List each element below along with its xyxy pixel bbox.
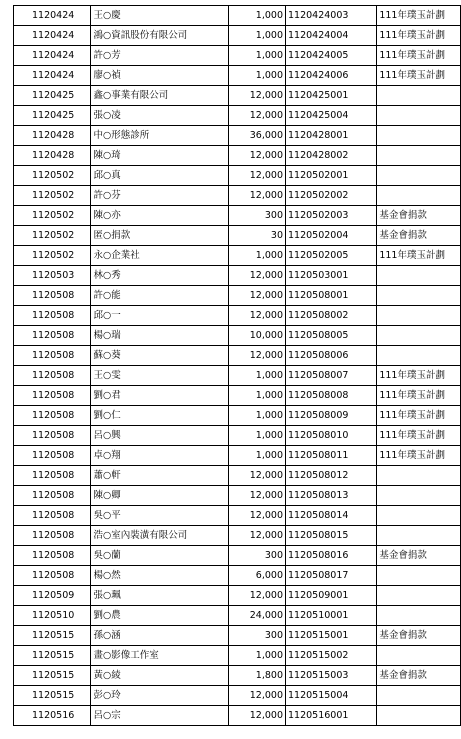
- donor-name-cell: 彭○玲: [91, 686, 229, 706]
- receipt-number-cell: 1120515003: [286, 666, 377, 686]
- date-cell: 1120508: [14, 286, 91, 306]
- table-row: [14, 686, 461, 706]
- table-row: [14, 26, 461, 46]
- donor-name-cell: 王○慶: [91, 6, 229, 26]
- amount-cell: 12,000: [229, 466, 286, 486]
- receipt-number-cell: 1120508011: [286, 446, 377, 466]
- amount-cell: 12,000: [229, 586, 286, 606]
- receipt-number-cell: 1120508005: [286, 326, 377, 346]
- table-row: [14, 446, 461, 466]
- table-row: [14, 46, 461, 66]
- amount-cell: 12,000: [229, 86, 286, 106]
- note-cell: [377, 266, 461, 286]
- note-cell: [377, 346, 461, 366]
- date-cell: 1120515: [14, 626, 91, 646]
- donor-name-cell: 匿○捐款: [91, 226, 229, 246]
- table-row: [14, 266, 461, 286]
- amount-cell: 12,000: [229, 686, 286, 706]
- amount-cell: 1,800: [229, 666, 286, 686]
- date-cell: 1120508: [14, 506, 91, 526]
- date-cell: 1120508: [14, 446, 91, 466]
- table-row: [14, 606, 461, 626]
- date-cell: 1120502: [14, 246, 91, 266]
- date-cell: 1120502: [14, 226, 91, 246]
- donor-name-cell: 廖○禎: [91, 66, 229, 86]
- table-row: [14, 286, 461, 306]
- amount-cell: 1,000: [229, 426, 286, 446]
- donor-name-cell: 吳○蘭: [91, 546, 229, 566]
- note-cell: [377, 606, 461, 626]
- amount-cell: 1,000: [229, 386, 286, 406]
- donor-name-cell: 吳○平: [91, 506, 229, 526]
- amount-cell: 12,000: [229, 306, 286, 326]
- donor-name-cell: 許○能: [91, 286, 229, 306]
- receipt-number-cell: 1120502004: [286, 226, 377, 246]
- date-cell: 1120508: [14, 406, 91, 426]
- date-cell: 1120502: [14, 206, 91, 226]
- donation-table: [13, 5, 461, 726]
- table-row: [14, 506, 461, 526]
- note-cell: 基金會捐款: [377, 226, 461, 246]
- table-row: [14, 206, 461, 226]
- table-row: [14, 566, 461, 586]
- date-cell: 1120508: [14, 326, 91, 346]
- date-cell: 1120508: [14, 486, 91, 506]
- table-row: [14, 326, 461, 346]
- note-cell: 111年璞玉計劃: [377, 246, 461, 266]
- table-row: [14, 86, 461, 106]
- receipt-number-cell: 1120508006: [286, 346, 377, 366]
- note-cell: [377, 166, 461, 186]
- note-cell: [377, 306, 461, 326]
- donor-name-cell: 楊○瑞: [91, 326, 229, 346]
- amount-cell: 12,000: [229, 166, 286, 186]
- donor-name-cell: 陳○琦: [91, 146, 229, 166]
- table-row: [14, 426, 461, 446]
- note-cell: [377, 526, 461, 546]
- donor-name-cell: 鑫○事業有限公司: [91, 86, 229, 106]
- amount-cell: 6,000: [229, 566, 286, 586]
- receipt-number-cell: 1120510001: [286, 606, 377, 626]
- table-row: [14, 386, 461, 406]
- donor-name-cell: 許○芳: [91, 46, 229, 66]
- receipt-number-cell: 1120508007: [286, 366, 377, 386]
- receipt-number-cell: 1120508012: [286, 466, 377, 486]
- note-cell: 111年璞玉計劃: [377, 426, 461, 446]
- amount-cell: 1,000: [229, 66, 286, 86]
- note-cell: [377, 566, 461, 586]
- date-cell: 1120516: [14, 706, 91, 726]
- donor-name-cell: 呂○興: [91, 426, 229, 446]
- note-cell: 111年璞玉計劃: [377, 46, 461, 66]
- amount-cell: 10,000: [229, 326, 286, 346]
- amount-cell: 300: [229, 546, 286, 566]
- note-cell: [377, 126, 461, 146]
- receipt-number-cell: 1120503001: [286, 266, 377, 286]
- table-row: [14, 586, 461, 606]
- amount-cell: 12,000: [229, 146, 286, 166]
- table-row: [14, 166, 461, 186]
- table-row: [14, 246, 461, 266]
- date-cell: 1120508: [14, 386, 91, 406]
- donor-name-cell: 畫○影像工作室: [91, 646, 229, 666]
- amount-cell: 12,000: [229, 286, 286, 306]
- note-cell: 基金會捐款: [377, 546, 461, 566]
- note-cell: [377, 86, 461, 106]
- date-cell: 1120502: [14, 186, 91, 206]
- date-cell: 1120508: [14, 426, 91, 446]
- donor-name-cell: 王○雯: [91, 366, 229, 386]
- donor-name-cell: 許○芬: [91, 186, 229, 206]
- date-cell: 1120508: [14, 466, 91, 486]
- table-row: [14, 406, 461, 426]
- donor-name-cell: 浩○室內裝潢有限公司: [91, 526, 229, 546]
- receipt-number-cell: 1120516001: [286, 706, 377, 726]
- date-cell: 1120508: [14, 526, 91, 546]
- amount-cell: 1,000: [229, 406, 286, 426]
- table-row: [14, 226, 461, 246]
- note-cell: [377, 706, 461, 726]
- receipt-number-cell: 1120502003: [286, 206, 377, 226]
- date-cell: 1120515: [14, 666, 91, 686]
- note-cell: [377, 146, 461, 166]
- table-row: [14, 126, 461, 146]
- note-cell: [377, 506, 461, 526]
- amount-cell: 300: [229, 626, 286, 646]
- note-cell: 111年璞玉計劃: [377, 386, 461, 406]
- donor-name-cell: 陳○亦: [91, 206, 229, 226]
- receipt-number-cell: 1120508010: [286, 426, 377, 446]
- amount-cell: 12,000: [229, 486, 286, 506]
- table-row: [14, 366, 461, 386]
- donor-name-cell: 林○秀: [91, 266, 229, 286]
- donor-name-cell: 中○形態診所: [91, 126, 229, 146]
- amount-cell: 12,000: [229, 506, 286, 526]
- donor-name-cell: 孫○涵: [91, 626, 229, 646]
- donation-list-sheet: [13, 5, 461, 726]
- receipt-number-cell: 1120502001: [286, 166, 377, 186]
- note-cell: [377, 686, 461, 706]
- donor-name-cell: 蘇○葵: [91, 346, 229, 366]
- receipt-number-cell: 1120428001: [286, 126, 377, 146]
- amount-cell: 12,000: [229, 706, 286, 726]
- receipt-number-cell: 1120515002: [286, 646, 377, 666]
- receipt-number-cell: 1120502005: [286, 246, 377, 266]
- donor-name-cell: 劉○仁: [91, 406, 229, 426]
- donor-name-cell: 張○珮: [91, 586, 229, 606]
- receipt-number-cell: 1120508002: [286, 306, 377, 326]
- note-cell: 111年璞玉計劃: [377, 66, 461, 86]
- table-row: [14, 546, 461, 566]
- note-cell: [377, 286, 461, 306]
- date-cell: 1120509: [14, 586, 91, 606]
- date-cell: 1120503: [14, 266, 91, 286]
- receipt-number-cell: 1120424003: [286, 6, 377, 26]
- donation-table-body: [14, 6, 461, 726]
- table-row: [14, 486, 461, 506]
- amount-cell: 12,000: [229, 266, 286, 286]
- date-cell: 1120428: [14, 126, 91, 146]
- date-cell: 1120424: [14, 46, 91, 66]
- donor-name-cell: 劉○農: [91, 606, 229, 626]
- note-cell: [377, 326, 461, 346]
- donor-name-cell: 黃○綾: [91, 666, 229, 686]
- note-cell: [377, 466, 461, 486]
- receipt-number-cell: 1120508008: [286, 386, 377, 406]
- receipt-number-cell: 1120508016: [286, 546, 377, 566]
- date-cell: 1120424: [14, 66, 91, 86]
- note-cell: [377, 106, 461, 126]
- table-row: [14, 466, 461, 486]
- receipt-number-cell: 1120425001: [286, 86, 377, 106]
- donor-name-cell: 陳○卿: [91, 486, 229, 506]
- note-cell: [377, 486, 461, 506]
- donor-name-cell: 邱○真: [91, 166, 229, 186]
- amount-cell: 1,000: [229, 46, 286, 66]
- table-row: [14, 186, 461, 206]
- date-cell: 1120425: [14, 106, 91, 126]
- donor-name-cell: 張○凌: [91, 106, 229, 126]
- table-row: [14, 666, 461, 686]
- table-row: [14, 6, 461, 26]
- amount-cell: 12,000: [229, 186, 286, 206]
- receipt-number-cell: 1120508009: [286, 406, 377, 426]
- amount-cell: 300: [229, 206, 286, 226]
- amount-cell: 1,000: [229, 6, 286, 26]
- receipt-number-cell: 1120508013: [286, 486, 377, 506]
- amount-cell: 1,000: [229, 246, 286, 266]
- note-cell: [377, 186, 461, 206]
- note-cell: 基金會捐款: [377, 206, 461, 226]
- donor-name-cell: 永○企業社: [91, 246, 229, 266]
- note-cell: [377, 586, 461, 606]
- date-cell: 1120508: [14, 346, 91, 366]
- donor-name-cell: 蕭○軒: [91, 466, 229, 486]
- date-cell: 1120424: [14, 6, 91, 26]
- amount-cell: 24,000: [229, 606, 286, 626]
- note-cell: 111年璞玉計劃: [377, 366, 461, 386]
- table-row: [14, 646, 461, 666]
- amount-cell: 1,000: [229, 446, 286, 466]
- receipt-number-cell: 1120424005: [286, 46, 377, 66]
- date-cell: 1120508: [14, 566, 91, 586]
- table-row: [14, 526, 461, 546]
- donor-name-cell: 呂○宗: [91, 706, 229, 726]
- date-cell: 1120425: [14, 86, 91, 106]
- receipt-number-cell: 1120508017: [286, 566, 377, 586]
- donor-name-cell: 楊○然: [91, 566, 229, 586]
- donor-name-cell: 卓○翔: [91, 446, 229, 466]
- amount-cell: 12,000: [229, 526, 286, 546]
- note-cell: 基金會捐款: [377, 626, 461, 646]
- date-cell: 1120424: [14, 26, 91, 46]
- amount-cell: 1,000: [229, 366, 286, 386]
- note-cell: 基金會捐款: [377, 666, 461, 686]
- note-cell: 111年璞玉計劃: [377, 406, 461, 426]
- receipt-number-cell: 1120424004: [286, 26, 377, 46]
- receipt-number-cell: 1120425004: [286, 106, 377, 126]
- receipt-number-cell: 1120428002: [286, 146, 377, 166]
- amount-cell: 12,000: [229, 346, 286, 366]
- amount-cell: 30: [229, 226, 286, 246]
- table-row: [14, 66, 461, 86]
- donor-name-cell: 劉○君: [91, 386, 229, 406]
- date-cell: 1120508: [14, 306, 91, 326]
- donor-name-cell: 邱○一: [91, 306, 229, 326]
- receipt-number-cell: 1120509001: [286, 586, 377, 606]
- table-row: [14, 706, 461, 726]
- date-cell: 1120510: [14, 606, 91, 626]
- date-cell: 1120515: [14, 686, 91, 706]
- donor-name-cell: 鴻○資訊股份有限公司: [91, 26, 229, 46]
- table-row: [14, 106, 461, 126]
- note-cell: 111年璞玉計劃: [377, 446, 461, 466]
- receipt-number-cell: 1120508001: [286, 286, 377, 306]
- note-cell: [377, 646, 461, 666]
- amount-cell: 1,000: [229, 26, 286, 46]
- receipt-number-cell: 1120508014: [286, 506, 377, 526]
- table-row: [14, 146, 461, 166]
- date-cell: 1120508: [14, 546, 91, 566]
- date-cell: 1120515: [14, 646, 91, 666]
- table-row: [14, 306, 461, 326]
- date-cell: 1120508: [14, 366, 91, 386]
- amount-cell: 1,000: [229, 646, 286, 666]
- note-cell: 111年璞玉計劃: [377, 6, 461, 26]
- receipt-number-cell: 1120515004: [286, 686, 377, 706]
- table-row: [14, 626, 461, 646]
- receipt-number-cell: 1120502002: [286, 186, 377, 206]
- receipt-number-cell: 1120508015: [286, 526, 377, 546]
- receipt-number-cell: 1120424006: [286, 66, 377, 86]
- table-row: [14, 346, 461, 366]
- amount-cell: 12,000: [229, 106, 286, 126]
- date-cell: 1120502: [14, 166, 91, 186]
- receipt-number-cell: 1120515001: [286, 626, 377, 646]
- amount-cell: 36,000: [229, 126, 286, 146]
- note-cell: 111年璞玉計劃: [377, 26, 461, 46]
- date-cell: 1120428: [14, 146, 91, 166]
